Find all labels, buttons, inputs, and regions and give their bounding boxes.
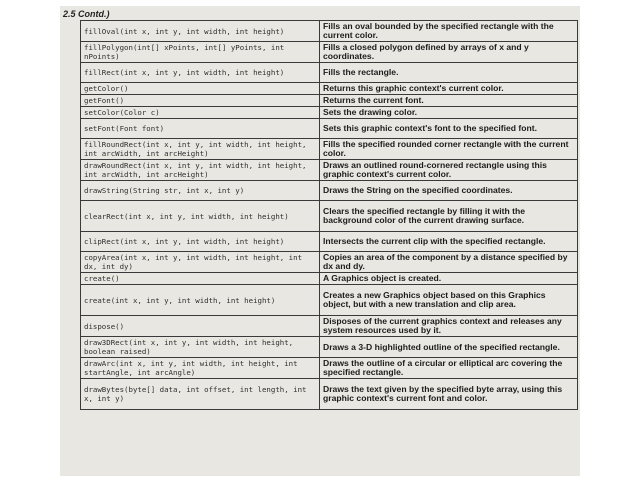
table-row [81, 358, 578, 379]
table-row [81, 181, 578, 201]
method-signature: fillPolygon(int[] xPoints, int[] yPoints, int nPoints) [81, 42, 320, 63]
table-row [81, 95, 578, 107]
method-description: Returns the current font. [320, 95, 578, 107]
table-row [81, 21, 578, 42]
method-description: Draws the String on the specified coordinates. [320, 181, 578, 201]
table-body [81, 21, 578, 410]
table-row [81, 139, 578, 160]
method-signature: create() [81, 273, 320, 285]
table-row [81, 83, 578, 95]
table-row [81, 160, 578, 181]
method-description: Clears the specified rectangle by filling it with the background color of the current drawing surface. [320, 201, 578, 232]
method-signature: fillRect(int x, int y, int width, int height) [81, 63, 320, 83]
method-signature: drawString(String str, int x, int y) [81, 181, 320, 201]
method-description: Draws the outline of a circular or elliptical arc covering the specified rectangle. [320, 358, 578, 379]
method-signature: fillRoundRect(int x, int y, int width, int height, int arcWidth, int arcHeight) [81, 139, 320, 160]
method-signature: copyArea(int x, int y, int width, int height, int dx, int dy) [81, 252, 320, 273]
table-caption: 2.5 Contd.) [63, 9, 110, 19]
method-description: Creates a new Graphics object based on this Graphics object, but with a new translation and clip area. [320, 285, 578, 316]
table-row [81, 42, 578, 63]
method-description: Sets the drawing color. [320, 107, 578, 119]
method-description: Fills the specified rounded corner rectangle with the current color. [320, 139, 578, 160]
method-signature: getFont() [81, 95, 320, 107]
method-signature: setFont(Font font) [81, 119, 320, 139]
method-description: Intersects the current clip with the specified rectangle. [320, 232, 578, 252]
method-description: Fills an oval bounded by the specified rectangle with the current color. [320, 21, 578, 42]
method-signature: clipRect(int x, int y, int width, int height) [81, 232, 320, 252]
method-signature: drawArc(int x, int y, int width, int height, int startAngle, int arcAngle) [81, 358, 320, 379]
method-description: Fills a closed polygon defined by arrays of x and y coordinates. [320, 42, 578, 63]
method-signature: dispose() [81, 316, 320, 337]
table-row [81, 273, 578, 285]
method-description: Draws a 3-D highlighted outline of the specified rectangle. [320, 337, 578, 358]
table-row [81, 252, 578, 273]
table-row [81, 337, 578, 358]
table-row [81, 285, 578, 316]
book-page [60, 6, 580, 476]
method-description: A Graphics object is created. [320, 273, 578, 285]
method-description: Sets this graphic context's font to the specified font. [320, 119, 578, 139]
method-description: Returns this graphic context's current color. [320, 83, 578, 95]
table-row [81, 63, 578, 83]
method-signature: clearRect(int x, int y, int width, int height) [81, 201, 320, 232]
table-row [81, 107, 578, 119]
method-signature: drawBytes(byte[] data, int offset, int length, int x, int y) [81, 379, 320, 410]
method-description: Draws the text given by the specified byte array, using this graphic context's current font and color. [320, 379, 578, 410]
method-description: Copies an area of the component by a distance specified by dx and dy. [320, 252, 578, 273]
method-signature: create(int x, int y, int width, int height) [81, 285, 320, 316]
method-signature: drawRoundRect(int x, int y, int width, int height, int arcWidth, int arcHeight) [81, 160, 320, 181]
table-row [81, 201, 578, 232]
method-signature: draw3DRect(int x, int y, int width, int height, boolean raised) [81, 337, 320, 358]
method-signature: getColor() [81, 83, 320, 95]
graphics-methods-table [80, 20, 578, 410]
table-row [81, 379, 578, 410]
method-signature: fillOval(int x, int y, int width, int height) [81, 21, 320, 42]
method-description: Draws an outlined round-cornered rectangle using this graphic context's current color. [320, 160, 578, 181]
table-row [81, 316, 578, 337]
table-row [81, 232, 578, 252]
table-row [81, 119, 578, 139]
method-description: Fills the rectangle. [320, 63, 578, 83]
method-signature: setColor(Color c) [81, 107, 320, 119]
method-description: Disposes of the current graphics context and releases any system resources used by it. [320, 316, 578, 337]
